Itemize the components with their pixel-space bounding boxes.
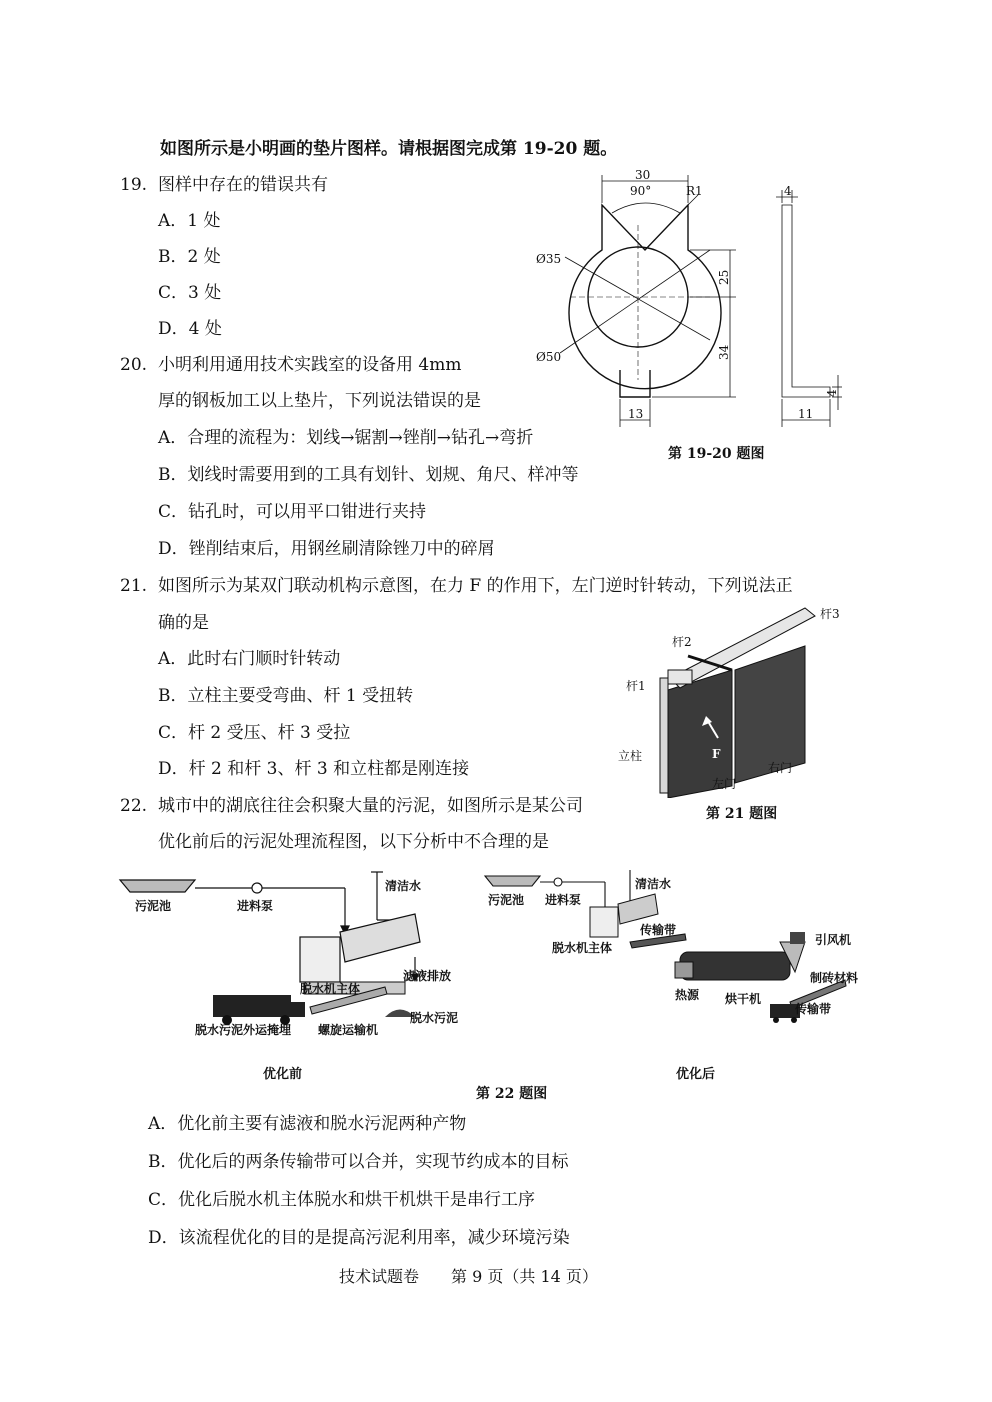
dim-11: 11 — [798, 407, 814, 421]
after-label-zhizhuan: 制砖材料 — [810, 971, 859, 985]
after-label-zhuti: 脱水机主体 — [552, 941, 613, 955]
after-label-reyuan: 热源 — [675, 988, 700, 1002]
q19-option-b[interactable]: B．2 处 — [158, 247, 221, 267]
figure-22-caption: 第 22 题图 — [476, 1086, 548, 1102]
q21-stem-line2: 确的是 — [158, 613, 209, 633]
after-label-chuanshudai2: 传输带 — [795, 1002, 832, 1016]
before-label-tuoshuiwuni: 脱水污泥 — [410, 1011, 459, 1025]
q21-option-b[interactable]: B．立柱主要受弯曲、杆 1 受扭转 — [158, 686, 414, 706]
q22-option-c[interactable]: C．优化后脱水机主体脱水和烘干机烘干是串行工序 — [148, 1190, 536, 1210]
label-gan3: 杆3 — [820, 607, 840, 621]
q22-option-d[interactable]: D．该流程优化的目的是提高污泥利用率，减少环境污染 — [148, 1228, 570, 1248]
dim-4-top: 4 — [784, 184, 792, 198]
q21-option-a[interactable]: A．此时右门顺时针转动 — [158, 649, 341, 669]
before-label-lvye: 滤液排放 — [403, 969, 452, 983]
q20-number: 20. — [120, 355, 148, 375]
q22-option-b[interactable]: B．优化后的两条传输带可以合并，实现节约成本的目标 — [148, 1152, 569, 1172]
figure-22-after-flow — [480, 862, 880, 1052]
dim-34: 34 — [717, 344, 731, 360]
before-label-waiyun: 脱水污泥外运掩埋 — [195, 1023, 292, 1037]
dim-25: 25 — [717, 269, 731, 285]
dim-phi50: Ø50 — [536, 350, 562, 364]
before-label-zhuti: 脱水机主体 — [300, 982, 361, 996]
dim-90deg: 90° — [630, 184, 652, 198]
label-gan2: 杆2 — [672, 635, 692, 649]
label-youmen: 右门 — [768, 761, 793, 775]
q21-option-d[interactable]: D．杆 2 和杆 3、杆 3 和立柱都是刚连接 — [158, 759, 470, 779]
q21-number: 21. — [120, 576, 148, 596]
before-label-qingjieshui: 清洁水 — [385, 879, 422, 893]
q20-option-c[interactable]: C．钻孔时，可以用平口钳进行夹持 — [158, 502, 427, 522]
figure-22-before-flow — [115, 862, 485, 1052]
figure-21-door-mechanism — [610, 598, 850, 798]
label-gan1: 杆1 — [626, 679, 646, 693]
q21-option-c[interactable]: C．杆 2 受压、杆 3 受拉 — [158, 723, 351, 743]
q20-stem-line2: 厚的钢板加工以上垫片，下列说法错误的是 — [158, 391, 481, 411]
q20-stem-line1: 小明利用通用技术实践室的设备用 4mm — [158, 355, 462, 375]
figure-19-20-gasket-drawing — [530, 165, 850, 465]
page-footer: 技术试题卷 第 9 页（共 14 页） — [339, 1267, 598, 1286]
after-label-qingjieshui: 清洁水 — [635, 877, 672, 891]
q22-option-a[interactable]: A．优化前主要有滤液和脱水污泥两种产物 — [148, 1114, 467, 1134]
dim-13: 13 — [628, 407, 644, 421]
after-label-jinliaobeng: 进料泵 — [545, 893, 582, 907]
figure-22-before-title: 优化前 — [263, 1067, 303, 1082]
label-lizhu: 立柱 — [618, 749, 643, 763]
after-label-chuanshudai1: 传输带 — [640, 923, 677, 937]
figure-22-after-title: 优化后 — [676, 1067, 716, 1082]
dim-phi35: Ø35 — [536, 252, 562, 266]
q21-stem-line1: 如图所示为某双门联动机构示意图，在力 F 的作用下，左门逆时针转动，下列说法正 — [158, 576, 793, 596]
q19-option-d[interactable]: D．4 处 — [158, 319, 222, 339]
label-force-f: F — [712, 747, 721, 761]
after-label-honggan: 烘干机 — [725, 992, 762, 1006]
q20-option-d[interactable]: D．锉削结束后，用钢丝刷清除锉刀中的碎屑 — [158, 539, 495, 559]
q19-number: 19. — [120, 175, 148, 195]
label-zuomen: 左门 — [712, 777, 737, 791]
dim-30: 30 — [635, 168, 651, 182]
figure-21-caption: 第 21 题图 — [706, 806, 778, 822]
q19-option-a[interactable]: A．1 处 — [158, 211, 221, 231]
dim-r1: R1 — [686, 184, 703, 198]
q22-number: 22. — [120, 796, 148, 816]
q20-option-a[interactable]: A．合理的流程为：划线→锯割→锉削→钻孔→弯折 — [158, 428, 534, 448]
after-label-wuniachi: 污泥池 — [488, 893, 525, 907]
q19-stem: 图样中存在的错误共有 — [158, 175, 328, 195]
before-label-luoxuan: 螺旋运输机 — [318, 1023, 379, 1037]
before-label-jinliaobeng: 进料泵 — [237, 899, 274, 913]
intro-text: 如图所示是小明画的垫片图样。请根据图完成第 19-20 题。 — [160, 139, 618, 159]
after-label-yinfengji: 引风机 — [815, 933, 852, 947]
q20-option-b[interactable]: B．划线时需要用到的工具有划针、划规、角尺、样冲等 — [158, 465, 579, 485]
q22-stem-line2: 优化前后的污泥处理流程图，以下分析中不合理的是 — [158, 832, 549, 852]
dim-4-side: 4 — [825, 389, 839, 397]
figure-19-20-caption: 第 19-20 题图 — [668, 446, 765, 462]
q22-stem-line1: 城市中的湖底往往会积聚大量的污泥，如图所示是某公司 — [158, 796, 583, 816]
before-label-wuniachi: 污泥池 — [135, 899, 172, 913]
q19-option-c[interactable]: C．3 处 — [158, 283, 222, 303]
